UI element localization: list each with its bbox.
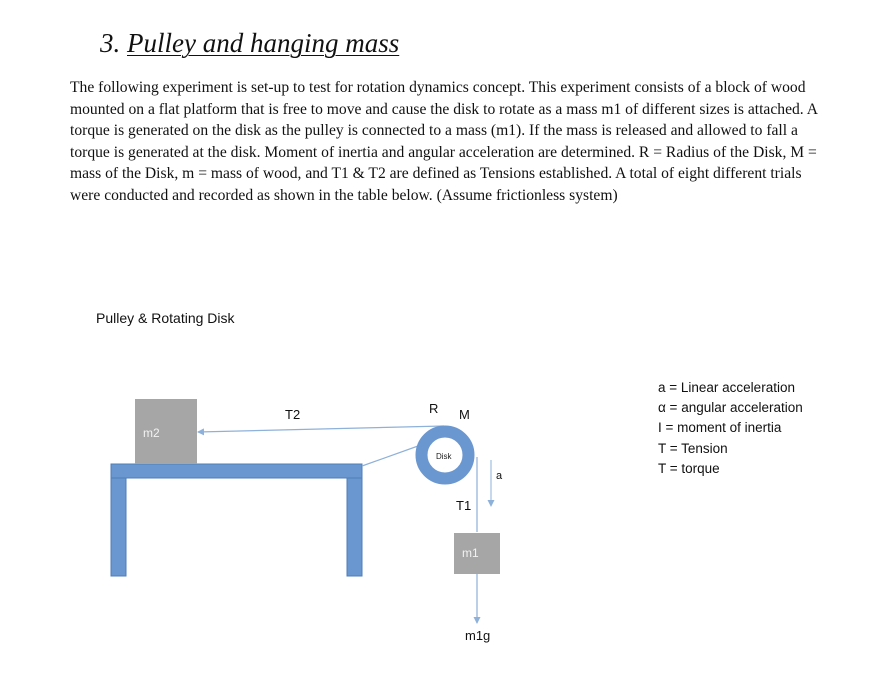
- block-label: m2: [143, 426, 160, 440]
- table-leg-left: [111, 478, 126, 576]
- legend-item: T = torque: [658, 460, 720, 476]
- platform-table: [111, 464, 362, 576]
- weight-label: m1g: [465, 628, 491, 643]
- table-string: [362, 446, 418, 466]
- section-number: 3.: [100, 28, 121, 58]
- legend-item: α = angular acceleration: [658, 400, 803, 416]
- disk-label: Disk: [436, 452, 452, 461]
- legend-item: I = moment of inertia: [658, 420, 782, 436]
- table-leg-right: [347, 478, 362, 576]
- section-title: Pulley and hanging mass: [127, 28, 400, 58]
- hanging-mass-label: m1: [462, 546, 479, 560]
- diagram-title: Pulley & Rotating Disk: [96, 310, 235, 326]
- intro-paragraph: The following experiment is set-up to test for rotation dynamics concept. This experiment consists of a block of wood mounted on a flat platform that is free to move and cause the disk to rotate as a mass m1 of different sizes is attached. A torque is generated on the disk as the pulley is connected to a mass (m1). If the mass is released and allowed to fall a torque is generated at the disk. Moment of inertia and angular acceleration are determined. R = Radius of the Disk, M = mass of the Disk, m = mass of wood, and T1 & T2 are defined as Tensions established. A total of eight different trials were conducted and recorded as shown in the table below. (Assume frictionless system): [70, 79, 818, 204]
- acceleration-label: a: [496, 470, 503, 482]
- tension2-label: T2: [285, 407, 301, 422]
- variable-legend: [658, 378, 803, 479]
- legend-item: a = Linear acceleration: [658, 380, 795, 395]
- table-top: [111, 464, 362, 478]
- disk-mass-label: M: [459, 407, 470, 422]
- legend-item: T = Tension: [658, 440, 728, 456]
- radius-label: R: [429, 401, 439, 416]
- tension1-label: T1: [456, 498, 472, 513]
- tension2-arrow: [198, 426, 444, 432]
